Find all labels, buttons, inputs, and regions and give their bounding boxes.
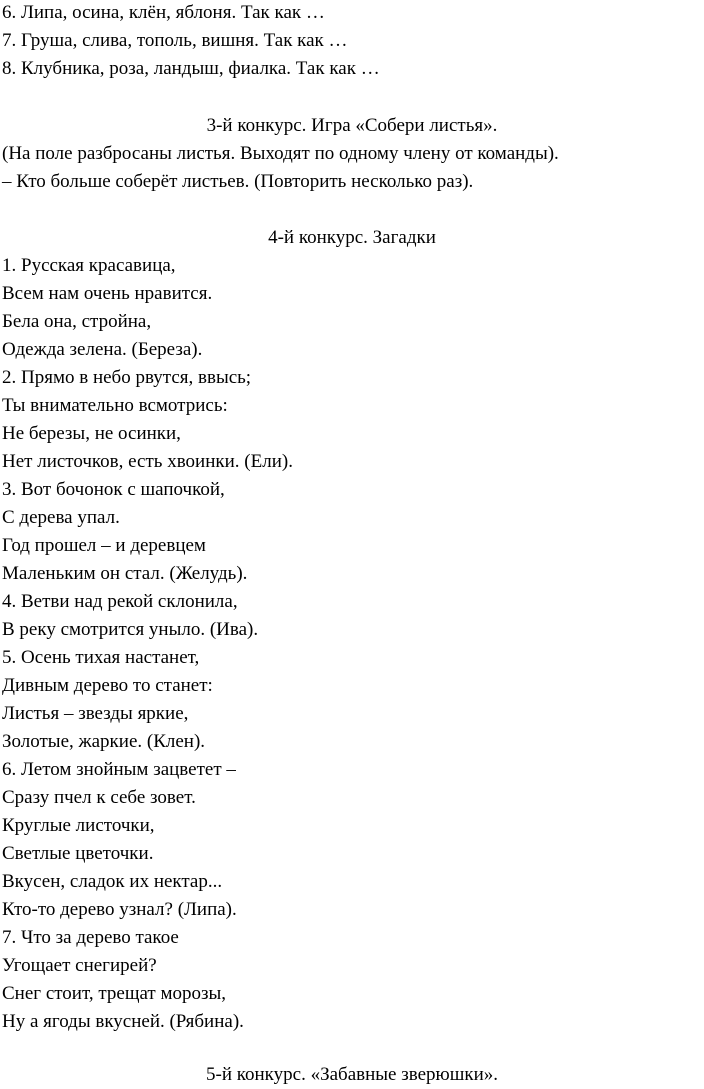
text-line: 7. Груша, слива, тополь, вишня. Так как …	[2, 30, 348, 51]
riddle-line: Маленьким он стал. (Желудь).	[2, 563, 248, 584]
riddle-line: 7. Что за дерево такое	[2, 927, 179, 948]
riddle-line: 3. Вот бочонок с шапочкой,	[2, 479, 225, 500]
text-line: – Кто больше соберёт листьев. (Повторить несколько раз).	[2, 171, 474, 192]
riddle-line: Круглые листочки,	[2, 815, 155, 836]
riddle-line: Ты внимательно всмотрись:	[2, 395, 228, 416]
riddle-line: Светлые цветочки.	[2, 843, 154, 864]
section-heading-contest-5: 5-й конкурс. «Забавные зверюшки».	[206, 1064, 498, 1085]
riddle-line: Кто-то дерево узнал? (Липа).	[2, 899, 237, 920]
riddle-line: Не березы, не осинки,	[2, 423, 181, 444]
riddle-line: 6. Летом знойным зацветет –	[2, 759, 236, 780]
riddle-line: Дивным дерево то станет:	[2, 675, 213, 696]
text-line: (На поле разбросаны листья. Выходят по одному члену от команды).	[2, 143, 559, 164]
riddle-line: В реку смотрится уныло. (Ива).	[2, 619, 259, 640]
riddle-line: Сразу пчел к себе зовет.	[2, 787, 196, 808]
riddle-line: Угощает снегирей?	[2, 955, 157, 976]
riddle-line: Ну а ягоды вкусней. (Рябина).	[2, 1011, 244, 1032]
section-heading-contest-3: 3-й конкурс. Игра «Собери листья».	[206, 115, 498, 136]
riddle-line: 5. Осень тихая настанет,	[2, 647, 200, 668]
riddle-line: Нет листочков, есть хвоинки. (Ели).	[2, 451, 293, 472]
riddle-line: 1. Русская красавица,	[2, 255, 176, 276]
riddle-line: Золотые, жаркие. (Клен).	[2, 731, 206, 752]
riddle-line: 2. Прямо в небо рвутся, ввысь;	[2, 367, 252, 388]
riddle-line: Бела она, стройна,	[2, 311, 152, 332]
riddle-line: 4. Ветви над рекой склонила,	[2, 591, 238, 612]
section-heading-contest-4: 4-й конкурс. Загадки	[268, 227, 436, 248]
riddle-line: Вкусен, сладок их нектар...	[2, 871, 223, 892]
riddle-line: Год прошел – и деревцем	[2, 535, 206, 556]
text-line: 8. Клубника, роза, ландыш, фиалка. Так как …	[2, 58, 380, 79]
riddle-line: С дерева упал.	[2, 507, 120, 528]
text-line: 6. Липа, осина, клён, яблоня. Так как …	[2, 2, 325, 23]
riddle-line: Снег стоит, трещат морозы,	[2, 983, 226, 1004]
riddle-line: Одежда зелена. (Береза).	[2, 339, 203, 360]
riddle-line: Листья – звезды яркие,	[2, 703, 189, 724]
riddle-line: Всем нам очень нравится.	[2, 283, 213, 304]
